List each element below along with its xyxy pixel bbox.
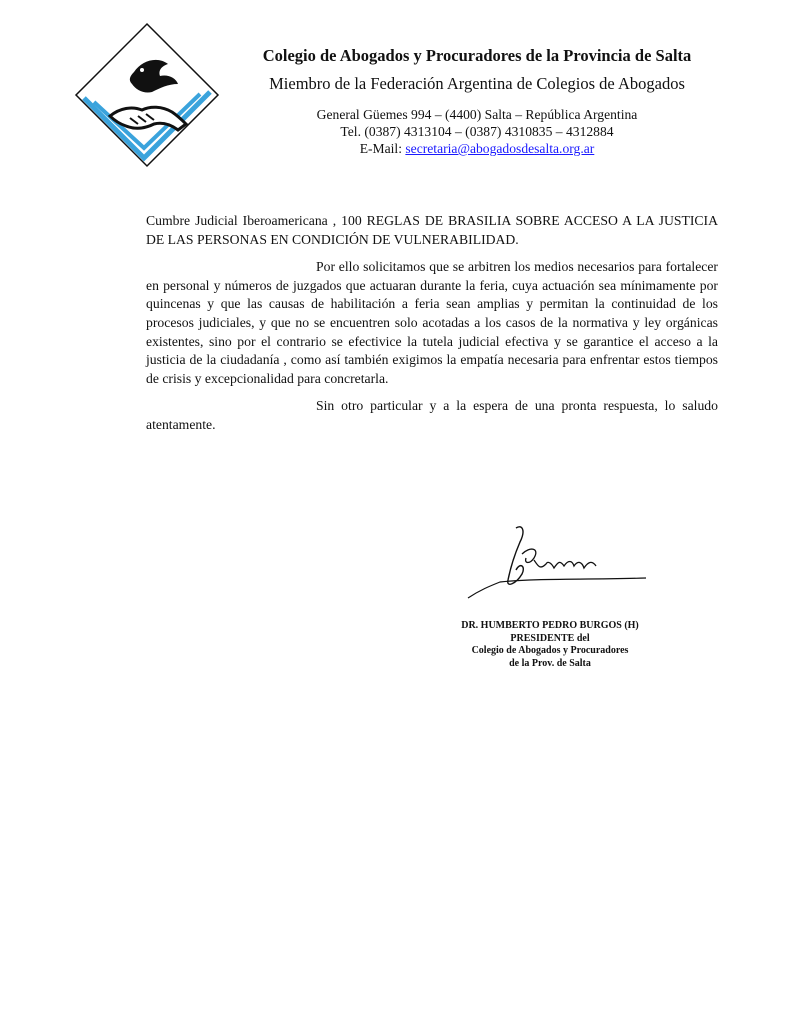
- letter-body: [146, 212, 718, 435]
- institution-logo: [72, 20, 222, 170]
- email-line: [222, 140, 732, 157]
- main-paragraph: Por ello solicitamos que se arbitren los medios necesarios para fortalecer en personal y números de juzgados que actuaran durante la feria, cuya actuación sea mínimamente por quincenas y que las causas de habilitación a feria sean amplias y permitan la continuidad de los procesos judiciales, y que no se encuentren solo acotadas a los casos de la normativa y ley orgánicas existentes, sino por el contrario se efectivice la tutela judicial efectiva y se garantice el acceso a la justicia de la ciudadanía , como así también exigimos la empatía necesaria para enfrentar estos tiempos de crisis y excepcionalidad para concretarla.: [146, 259, 718, 386]
- signer-org-line2: de la Prov. de Salta: [509, 657, 591, 669]
- signer-org-line1: Colegio de Abogados y Procuradores: [471, 645, 629, 656]
- reference-paragraph: Cumbre Judicial Iberoamericana , 100 REGLAS DE BRASILIA SOBRE ACCESO A LA JUSTICIA DE LAS PERSONAS EN CONDICIÓN DE VULNERABILIDAD.: [146, 213, 718, 247]
- phone-line: Tel. (0387) 4313104 – (0387) 4310835 – 4312884: [340, 124, 614, 139]
- organization-title: Colegio de Abogados y Procuradores de la Provincia de Salta: [262, 46, 692, 65]
- federation-line: Miembro de la Federación Argentina de Colegios de Abogados: [269, 74, 685, 93]
- handwritten-signature: [460, 520, 650, 610]
- logo-emblem-icon: [72, 20, 222, 170]
- letterhead: [222, 46, 732, 157]
- closing-paragraph: Sin otro particular y a la espera de una pronta respuesta, lo saludo atentamente.: [146, 398, 718, 432]
- signer-name: DR. HUMBERTO PEDRO BURGOS (H): [461, 620, 639, 631]
- contact-block: [222, 106, 732, 157]
- address-line: General Güemes 994 – (4400) Salta – República Argentina: [316, 107, 638, 122]
- signature-icon: [460, 520, 650, 610]
- email-link[interactable]: secretaria@abogadosdesalta.org.ar: [405, 141, 595, 156]
- signer-role: PRESIDENTE del: [510, 632, 590, 644]
- email-label: E-Mail:: [359, 141, 406, 156]
- signature-block: [440, 620, 660, 670]
